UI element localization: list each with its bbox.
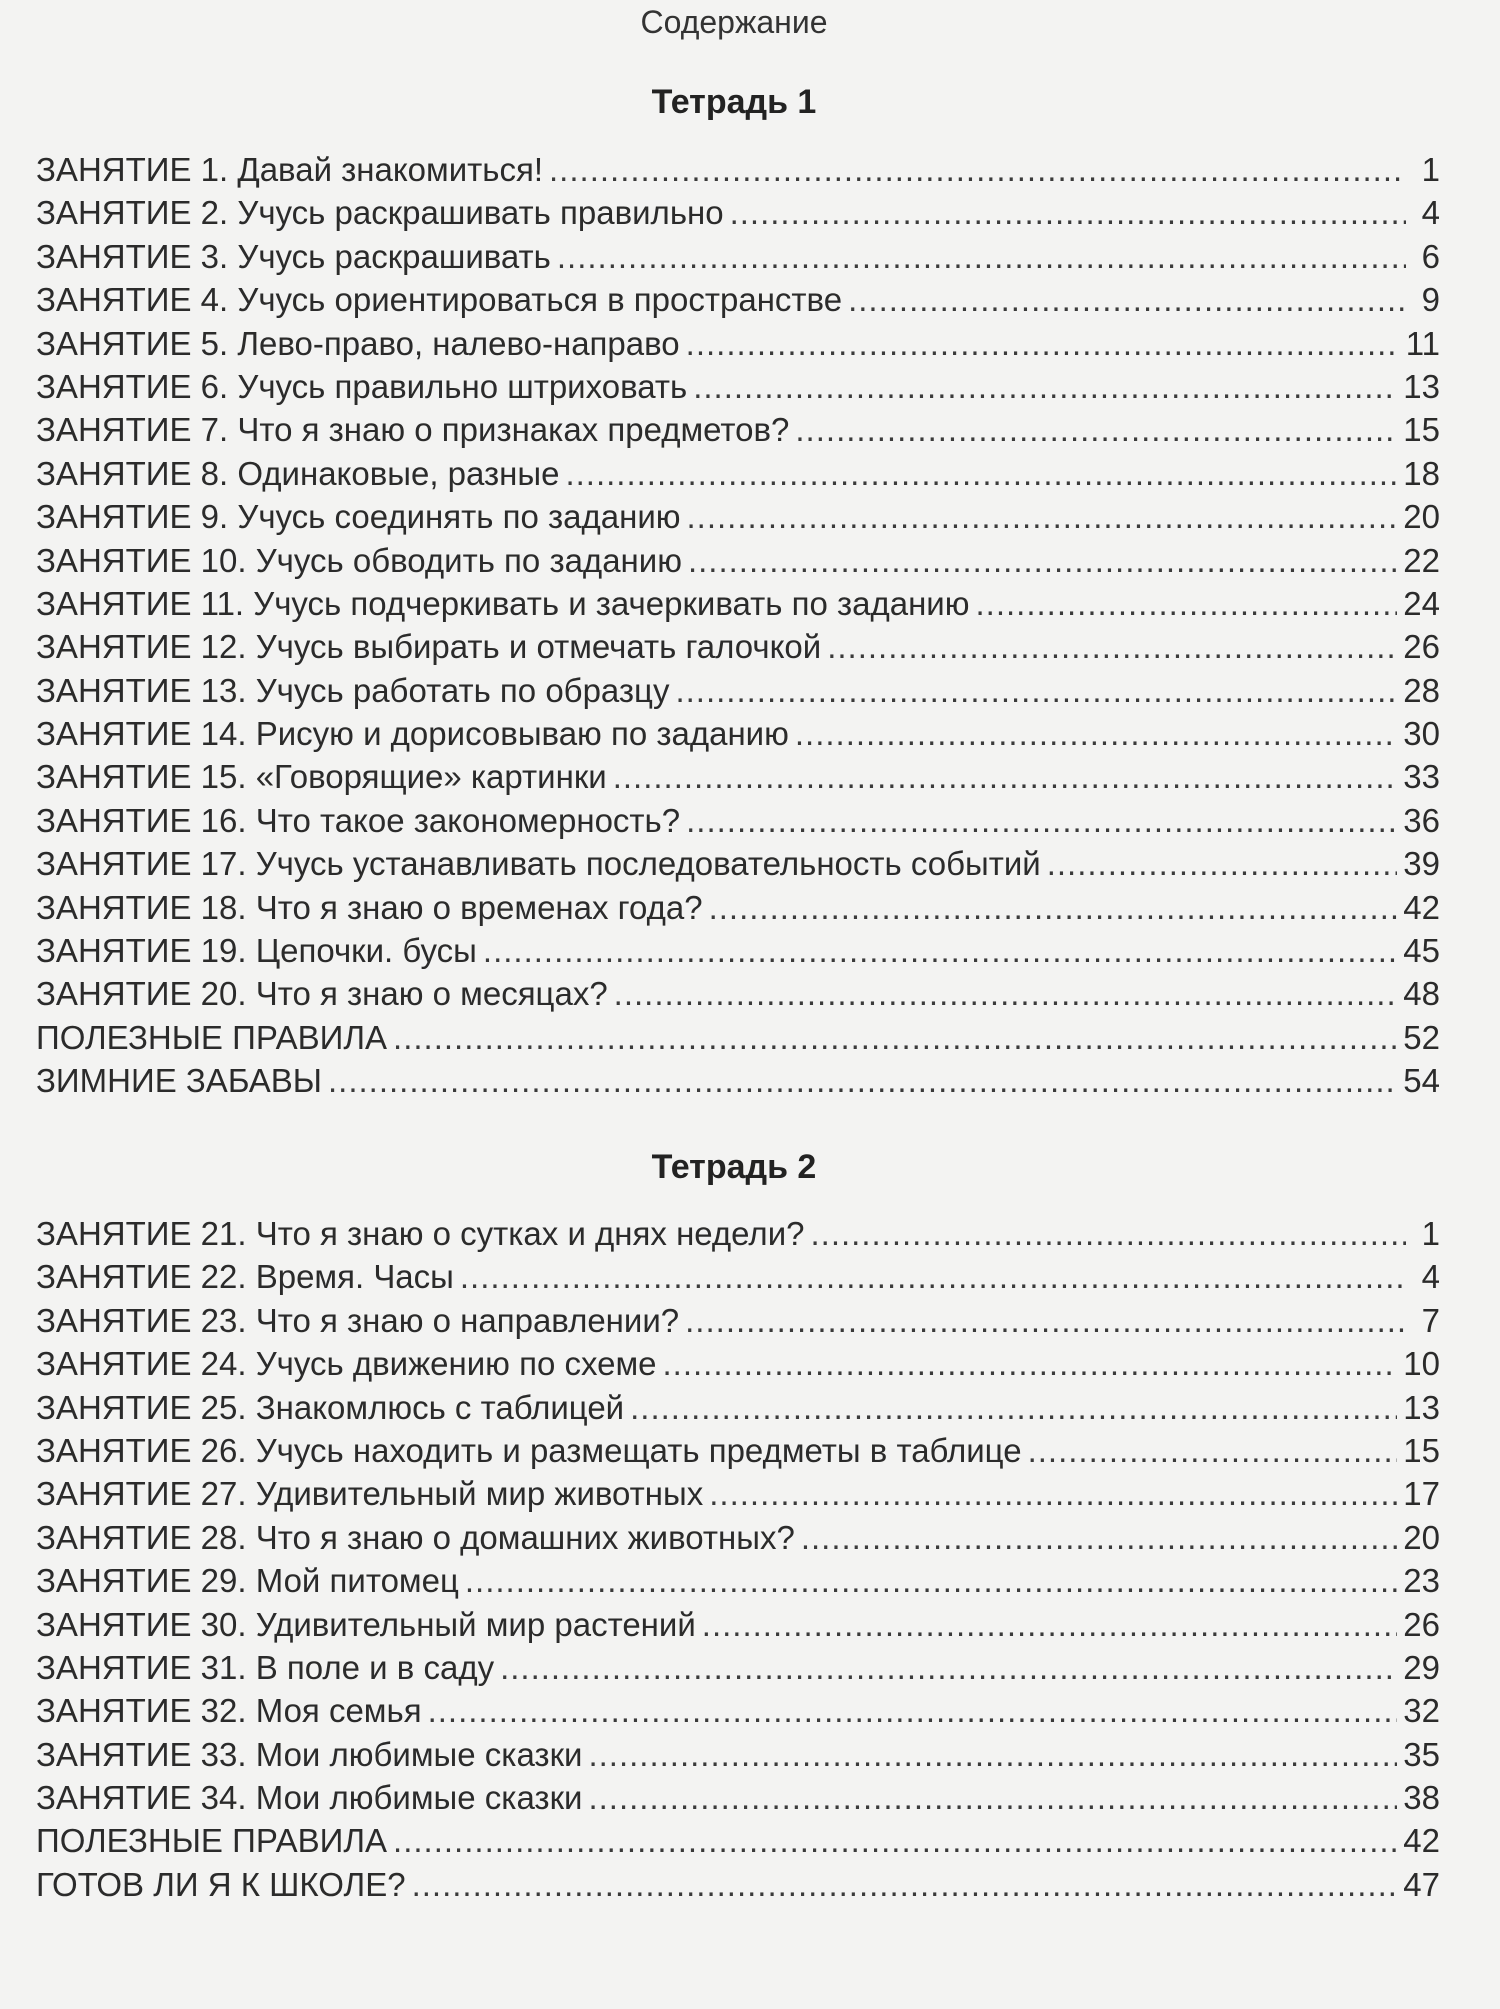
toc-entry-label: ЗАНЯТИЕ 1. Давай знакомиться! [36,151,544,188]
toc-dot-leader [702,1603,1398,1646]
toc-entry [36,365,1440,408]
toc-entry-page: 18 [1403,454,1440,492]
toc-entry [36,972,1440,1015]
toc-entry [36,408,1440,451]
toc-entry-label: ЗАНЯТИЕ 20. Что я знаю о месяцах? [36,975,608,1013]
toc-dot-leader [614,972,1398,1015]
toc-dot-leader [1047,842,1398,885]
toc-entry-page: 52 [1403,1018,1440,1056]
toc-dot-leader [1028,1429,1398,1472]
toc-dot-leader [328,1059,1397,1102]
section-title-notebook-1: Тетрадь 1 [651,83,817,121]
toc-entry-page: 54 [1403,1062,1440,1100]
toc-entry-page: 1 [1421,1215,1440,1252]
toc-dot-leader [827,625,1397,668]
toc-entry [36,278,1440,321]
toc-entry-label: ЗАНЯТИЕ 32. Моя семья [36,1692,422,1730]
toc-entry [36,1559,1440,1602]
toc-dot-leader [709,886,1398,929]
toc-dot-leader [557,235,1406,278]
toc-entry-label: ЗАНЯТИЕ 11. Учусь подчеркивать и зачеркивать по заданию [36,584,970,622]
toc-dot-leader [663,1342,1398,1385]
toc-list-notebook-2 [36,1212,1440,1906]
toc-entry-label: ПОЛЕЗНЫЕ ПРАВИЛА [36,1822,388,1860]
toc-dot-leader [795,712,1397,755]
toc-entry-page: 36 [1403,801,1440,839]
toc-dot-leader [675,669,1397,712]
toc-dot-leader [428,1689,1398,1732]
toc-entry-label: ЗАНЯТИЕ 27. Удивительный мир животных [36,1475,704,1513]
toc-entry-page: 9 [1421,281,1440,319]
toc-entry [36,1646,1440,1689]
toc-entry-page: 45 [1403,932,1440,970]
toc-entry-page: 38 [1403,1779,1440,1817]
toc-list-notebook-1 [36,148,1440,1103]
toc-dot-leader [693,365,1397,408]
toc-dot-leader [686,322,1400,365]
toc-entry [36,148,1440,191]
toc-entry [36,929,1440,972]
toc-entry-label: ЗАНЯТИЕ 28. Что я знаю о домашних животных? [36,1518,795,1556]
toc-dot-leader [460,1255,1406,1298]
toc-entry [36,886,1440,929]
toc-entry [36,1386,1440,1429]
toc-entry [36,495,1440,538]
toc-entry [36,1472,1440,1515]
toc-entry [36,799,1440,842]
toc-entry-label: ЗАНЯТИЕ 21. Что я знаю о сутках и днях недели? [36,1215,805,1252]
toc-dot-leader [565,452,1397,495]
toc-entry [36,582,1440,625]
toc-dot-leader [730,191,1406,234]
toc-entry [36,755,1440,798]
toc-entry-page: 23 [1403,1562,1440,1600]
toc-entry [36,1689,1440,1732]
toc-entry [36,1016,1440,1059]
toc-entry-label: ЗАНЯТИЕ 9. Учусь соединять по заданию [36,498,681,536]
toc-entry-label: ГОТОВ ЛИ Я К ШКОЛЕ? [36,1865,406,1903]
toc-entry-label: ЗАНЯТИЕ 29. Мой питомец [36,1562,459,1600]
toc-entry-page: 32 [1403,1692,1440,1730]
toc-entry-label: ЗАНЯТИЕ 7. Что я знаю о признаках предметов? [36,411,790,449]
toc-entry-page: 30 [1403,715,1440,753]
toc-dot-leader [412,1863,1398,1906]
toc-dot-leader [685,1299,1406,1342]
toc-entry-label: ЗАНЯТИЕ 16. Что такое закономерность? [36,801,681,839]
toc-entry [36,539,1440,582]
toc-dot-leader [709,1472,1397,1515]
toc-entry-label: ЗИМНИЕ ЗАБАВЫ [36,1062,322,1100]
toc-entry-page: 22 [1403,541,1440,579]
toc-entry [36,235,1440,278]
toc-entry-label: ПОЛЕЗНЫЕ ПРАВИЛА [36,1018,388,1056]
toc-dot-leader [688,539,1397,582]
toc-entry-page: 11 [1405,324,1440,362]
toc-entry-page: 4 [1421,1258,1440,1296]
toc-entry-label: ЗАНЯТИЕ 18. Что я знаю о временах года? [36,888,703,926]
toc-entry [36,1603,1440,1646]
toc-entry-label: ЗАНЯТИЕ 19. Цепочки. бусы [36,932,477,970]
toc-entry [36,1212,1440,1255]
toc-entry [36,1255,1440,1298]
toc-entry [36,1776,1440,1819]
toc-entry-page: 20 [1403,498,1440,536]
toc-entry-label: ЗАНЯТИЕ 22. Время. Часы [36,1258,454,1296]
toc-dot-leader [500,1646,1397,1689]
toc-entry-label: ЗАНЯТИЕ 26. Учусь находить и размещать предметы в таблице [36,1431,1022,1469]
toc-entry [36,1429,1440,1472]
document-title: Содержание [640,4,828,40]
toc-entry-label: ЗАНЯТИЕ 2. Учусь раскрашивать правильно [36,194,724,232]
toc-entry-page: 17 [1403,1475,1440,1513]
toc-entry-label: ЗАНЯТИЕ 14. Рисую и дорисовываю по заданию [36,715,789,753]
toc-entry [36,1059,1440,1102]
toc-entry-label: ЗАНЯТИЕ 4. Учусь ориентироваться в пространстве [36,281,843,319]
toc-dot-leader [465,1559,1397,1602]
toc-entry-page: 7 [1421,1301,1440,1339]
toc-entry-label: ЗАНЯТИЕ 17. Учусь устанавливать последовательность событий [36,845,1041,883]
toc-dot-leader [975,582,1397,625]
toc-entry-page: 6 [1421,237,1440,275]
toc-entry-label: ЗАНЯТИЕ 13. Учусь работать по образцу [36,671,670,709]
toc-entry-label: ЗАНЯТИЕ 3. Учусь раскрашивать [36,237,551,275]
toc-entry [36,669,1440,712]
toc-entry [36,625,1440,668]
toc-entry [36,1733,1440,1776]
toc-entry-page: 20 [1403,1518,1440,1556]
toc-entry-page: 26 [1403,628,1440,666]
section-title-notebook-2: Тетрадь 2 [651,1148,817,1186]
toc-entry-page: 33 [1403,758,1440,796]
toc-entry-label: ЗАНЯТИЕ 12. Учусь выбирать и отмечать галочкой [36,628,822,666]
toc-entry-page: 10 [1403,1345,1440,1383]
toc-entry [36,1299,1440,1342]
toc-dot-leader [687,495,1398,538]
toc-entry-label: ЗАНЯТИЕ 6. Учусь правильно штриховать [36,367,688,405]
toc-entry [36,1819,1440,1862]
toc-entry-label: ЗАНЯТИЕ 10. Учусь обводить по заданию [36,541,682,579]
toc-dot-leader [393,1819,1397,1862]
toc-entry-page: 24 [1403,584,1440,622]
toc-entry [36,712,1440,755]
toc-dot-leader [801,1516,1397,1559]
toc-entry-label: ЗАНЯТИЕ 24. Учусь движению по схеме [36,1345,657,1383]
toc-entry [36,452,1440,495]
toc-entry-label: ЗАНЯТИЕ 5. Лево-право, налево-направо [36,324,680,362]
toc-entry-label: ЗАНЯТИЕ 23. Что я знаю о направлении? [36,1301,680,1339]
toc-entry-label: ЗАНЯТИЕ 31. В поле и в саду [36,1648,495,1686]
toc-entry [36,191,1440,234]
toc-dot-leader [549,148,1406,191]
toc-entry-page: 15 [1403,1431,1440,1469]
toc-dot-leader [810,1212,1406,1255]
toc-entry-page: 15 [1403,411,1440,449]
toc-dot-leader [588,1776,1397,1819]
toc-entry-label: ЗАНЯТИЕ 15. «Говорящие» картинки [36,758,607,796]
toc-dot-leader [630,1386,1397,1429]
toc-entry-label: ЗАНЯТИЕ 30. Удивительный мир растений [36,1605,696,1643]
toc-entry [36,1863,1440,1906]
toc-dot-leader [393,1016,1397,1059]
toc-entry-page: 42 [1403,1822,1440,1860]
toc-entry-page: 26 [1403,1605,1440,1643]
toc-dot-leader [613,755,1398,798]
toc-dot-leader [686,799,1397,842]
toc-entry-page: 13 [1403,1388,1440,1426]
toc-entry [36,842,1440,885]
toc-entry-page: 1 [1421,151,1440,188]
toc-entry [36,322,1440,365]
toc-entry-label: ЗАНЯТИЕ 25. Знакомлюсь с таблицей [36,1388,625,1426]
toc-entry-page: 4 [1421,194,1440,232]
toc-entry-page: 35 [1403,1735,1440,1773]
toc-entry-label: ЗАНЯТИЕ 8. Одинаковые, разные [36,454,560,492]
toc-dot-leader [588,1733,1397,1776]
toc-entry-page: 28 [1403,671,1440,709]
toc-entry-page: 39 [1403,845,1440,883]
toc-entry-page: 48 [1403,975,1440,1013]
toc-dot-leader [483,929,1397,972]
toc-entry-label: ЗАНЯТИЕ 34. Мои любимые сказки [36,1779,583,1817]
toc-dot-leader [848,278,1406,321]
toc-dot-leader [795,408,1397,451]
toc-entry [36,1516,1440,1559]
toc-entry-label: ЗАНЯТИЕ 33. Мои любимые сказки [36,1735,583,1773]
toc-entry-page: 42 [1403,888,1440,926]
toc-entry-page: 29 [1403,1648,1440,1686]
toc-entry [36,1342,1440,1385]
toc-entry-page: 47 [1403,1865,1440,1903]
toc-entry-page: 13 [1403,367,1440,405]
